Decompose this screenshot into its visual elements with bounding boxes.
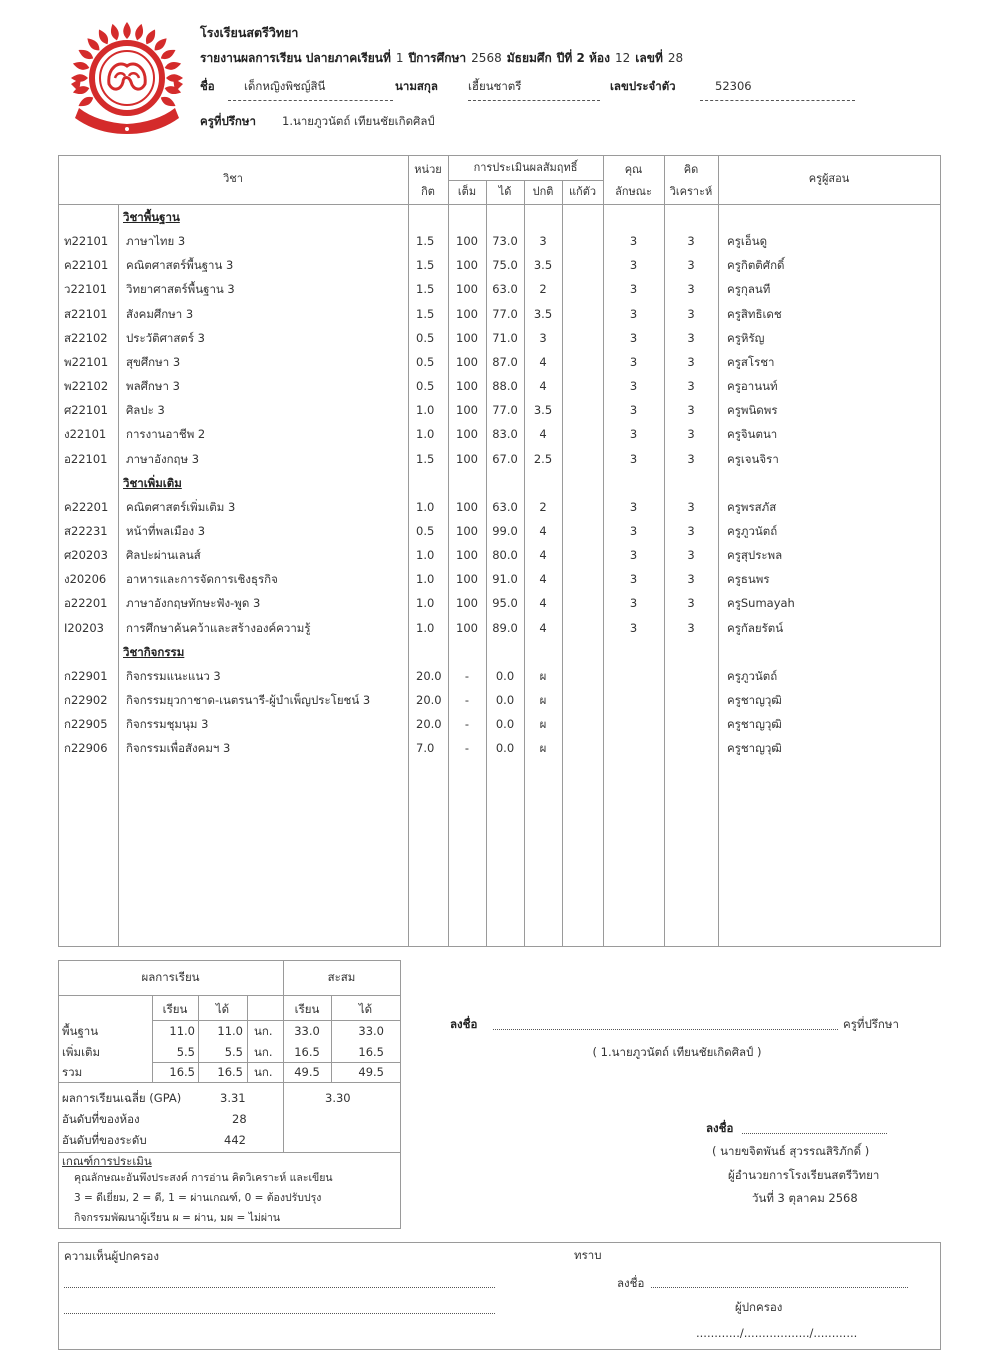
full-score: 100 [456, 403, 478, 418]
full-score: 100 [456, 548, 478, 563]
surname-label: นามสกุล [395, 79, 438, 93]
credit-value: 1.5 [416, 258, 435, 273]
teacher-name: ครูเอ็นดู [727, 234, 768, 249]
trait-score: 3 [629, 548, 638, 563]
table-row [0, 567, 987, 591]
name-label: ชื่อ [200, 79, 215, 93]
table-row [0, 302, 987, 326]
analysis-score: 3 [687, 282, 695, 297]
student-id: 52306 [715, 79, 752, 93]
col-studied: เรียน [162, 1002, 188, 1016]
subject-name: กิจกรรมแนะแนว 3 [126, 668, 221, 683]
school-logo-icon [66, 18, 188, 138]
teacher-name: ครูธนพร [727, 572, 770, 587]
trait-score: 3 [629, 403, 638, 418]
summary-divider [58, 1152, 400, 1153]
director-role: ผู้อำนวยการโรงเรียนสตรีวิทยา [728, 1168, 880, 1182]
section-row [0, 471, 987, 495]
trait-score: 3 [629, 451, 638, 466]
subject-code: ส22102 [64, 330, 108, 345]
director-sign-line [742, 1133, 887, 1134]
parent-comment-line [64, 1287, 495, 1288]
teacher-name: ครูชาญวุฒิ [727, 717, 782, 732]
trait-score: 3 [629, 306, 638, 321]
summary-cum-studied: 16.5 [294, 1045, 320, 1059]
subject-code: I20203 [64, 620, 104, 635]
student-surname: เฮี้ยนชาตรี [468, 79, 522, 93]
parent-comment-line [64, 1313, 495, 1314]
subject-code: อ22101 [64, 451, 108, 466]
earned-score: 0.0 [495, 717, 515, 732]
cum-col-earned: ได้ [358, 1002, 373, 1016]
full-score: - [464, 741, 470, 756]
trait-score: 3 [629, 620, 638, 635]
earned-score: 0.0 [495, 741, 515, 756]
issue-date: วันที่ 3 ตุลาคม 2568 [752, 1191, 858, 1205]
table-row [0, 229, 987, 253]
earned-score: 83.0 [492, 427, 518, 442]
analysis-score: 3 [687, 403, 695, 418]
summary-earned: 5.5 [224, 1045, 243, 1059]
analysis-score: 3 [687, 451, 695, 466]
criteria-line: คุณลักษณะอันพึงประสงค์ การอ่าน คิดวิเคราะห์ และเขียน [74, 1172, 333, 1184]
subject-code: ศ20203 [64, 548, 108, 563]
summary-title: ผลการเรียน [141, 970, 200, 984]
header-trait-line2: ลักษณะ [615, 185, 652, 198]
grade-label: ปีที่ 2 ห้อง [556, 51, 610, 65]
grade-normal: 4 [539, 354, 547, 369]
advisor-name: 1.นายภูวนัตถ์ เทียนชัยเกิดศิลป์ [282, 114, 435, 128]
grade-normal: 3 [539, 330, 547, 345]
summary-cum-earned: 49.5 [358, 1065, 384, 1079]
grade-normal: 4 [539, 572, 547, 587]
analysis-score: 3 [687, 306, 695, 321]
earned-score: 73.0 [492, 234, 518, 249]
parent-date-blank: ............/................../............ [696, 1326, 858, 1340]
grade-normal: ผ [539, 668, 547, 683]
header-teacher: ครูผู้สอน [808, 172, 850, 185]
subject-code: ศ22101 [64, 403, 108, 418]
advisor-label: ครูที่ปรึกษา [200, 114, 256, 128]
subject-code: ง22101 [64, 427, 107, 442]
trait-score: 3 [629, 523, 638, 538]
table-row [0, 543, 987, 567]
level-label: มัธยมศึก [506, 51, 552, 65]
table-row [0, 350, 987, 374]
grade-normal: 4 [539, 620, 547, 635]
full-score: 100 [456, 282, 478, 297]
grade-normal: 4 [539, 523, 547, 538]
advisor-sign-label: ลงชื่อ [450, 1017, 478, 1031]
subject-name: อาหารและการจัดการเชิงธุรกิจ [126, 572, 278, 587]
cumulative-gpa-value: 3.30 [325, 1091, 351, 1105]
analysis-score: 3 [687, 354, 695, 369]
summary-cum-earned: 16.5 [358, 1045, 384, 1059]
table-row [0, 447, 987, 471]
earned-score: 0.0 [495, 693, 515, 707]
subject-name: ศิลปะ 3 [126, 403, 165, 418]
credit-value: 0.5 [416, 523, 435, 538]
class-rank-label: อันดับที่ของห้อง [62, 1112, 140, 1126]
subject-name: กิจกรรมชุมนุม 3 [126, 717, 209, 732]
section-title: วิชาพื้นฐาน [123, 210, 180, 224]
analysis-score: 3 [687, 258, 695, 273]
section-title: วิชาเพิ่มเติม [123, 475, 182, 490]
table-row [0, 374, 987, 398]
year-value: 2568 [471, 51, 502, 65]
section-title: วิชากิจกรรม [123, 644, 185, 659]
header-subject: วิชา [223, 172, 243, 185]
subject-code: ส22231 [64, 523, 108, 538]
summary-unit: นก. [254, 1065, 273, 1079]
trait-score: 3 [629, 354, 638, 369]
grade-normal: 4 [539, 379, 547, 394]
class-rank-value: 28 [232, 1112, 247, 1126]
earned-score: 0.0 [495, 668, 515, 683]
credit-value: 7.0 [416, 741, 435, 756]
credit-value: 1.0 [416, 620, 435, 635]
header-full: เต็ม [457, 185, 477, 198]
subject-code: ก22902 [64, 693, 108, 707]
surname-underline [468, 100, 600, 101]
header-assessment: การประเมินผลสัมฤทธิ์ [473, 161, 578, 174]
student-id-label: เลขประจำตัว [610, 79, 676, 93]
summary-row-label: พื้นฐาน [62, 1024, 99, 1038]
analysis-score: 3 [687, 548, 695, 563]
subject-name: สุขศึกษา 3 [126, 354, 181, 369]
credit-value: 1.0 [416, 548, 435, 563]
table-row [0, 422, 987, 446]
grade-normal: 3.5 [533, 403, 553, 418]
table-row [0, 664, 987, 688]
credit-value: 1.0 [416, 572, 435, 587]
credit-value: 0.5 [416, 354, 435, 369]
analysis-score: 3 [687, 620, 695, 635]
number-label: เลขที่ [635, 51, 663, 65]
full-score: 100 [456, 427, 478, 442]
subject-name: ศิลปะผ่านเลนส์ [126, 548, 201, 563]
subject-code: ก22906 [64, 741, 108, 756]
header-normal: ปกติ [532, 185, 554, 198]
subject-name: ภาษาไทย 3 [126, 234, 186, 249]
trait-score: 3 [629, 427, 638, 442]
teacher-name: ครูหิรัญ [727, 330, 765, 345]
full-score: - [464, 717, 470, 732]
col-earned: ได้ [215, 1002, 230, 1016]
cumulative-title: สะสม [327, 970, 356, 984]
credit-value: 1.5 [416, 306, 435, 321]
analysis-score: 3 [687, 572, 695, 587]
grade-normal: 2 [539, 499, 547, 514]
earned-score: 63.0 [492, 499, 518, 514]
header-analysis-line2: วิเคราะห์ [669, 185, 713, 198]
summary-studied: 5.5 [176, 1045, 195, 1059]
teacher-name: ครูพนิดพร [727, 403, 778, 418]
cum-col-studied: เรียน [294, 1002, 320, 1016]
grade-normal: 3.5 [533, 306, 553, 321]
teacher-name: ครูพรสภัส [727, 499, 777, 514]
director-name: ( นายขจิตพันธ์ สุวรรณสิริภักดิ์ ) [712, 1144, 870, 1158]
advisor-sign-line [493, 1029, 838, 1030]
table-row [0, 277, 987, 301]
subject-code: ส22101 [64, 306, 108, 321]
subject-name: กิจกรรมเพื่อสังคมฯ 3 [126, 741, 231, 756]
subject-name: ภาษาอังกฤษทักษะฟัง-พูด 3 [126, 596, 261, 611]
subject-name: การงานอาชีพ 2 [126, 427, 206, 442]
analysis-score: 3 [687, 234, 695, 249]
subject-code: ว22101 [64, 282, 108, 297]
subject-code: อ22201 [64, 596, 108, 611]
summary-divider [152, 1062, 400, 1063]
teacher-name: ครูจินตนา [727, 427, 778, 442]
subject-name: วิทยาศาสตร์พื้นฐาน 3 [126, 282, 235, 297]
advisor-signature-name: ( 1.นายภูวนัตถ์ เทียนชัยเกิดศิลป์ ) [592, 1045, 762, 1059]
parent-comment-label: ความเห็นผู้ปกครอง [64, 1249, 159, 1263]
id-underline [700, 100, 855, 101]
header-trait-line1: คุณ [624, 163, 643, 176]
credit-value: 1.0 [416, 427, 435, 442]
credit-value: 1.0 [416, 499, 435, 514]
teacher-name: ครูสิทธิเดช [727, 306, 782, 321]
grade-normal: 3 [539, 234, 547, 249]
teacher-name: ครูชาญวุฒิ [727, 693, 782, 707]
teacher-name: ครูSumayah [727, 596, 795, 611]
gpa-label: ผลการเรียนเฉลี่ย (GPA) [62, 1091, 182, 1105]
trait-score: 3 [629, 379, 638, 394]
room-value: 12 [615, 51, 631, 65]
trait-score: 3 [629, 572, 638, 587]
trait-score: 3 [629, 596, 638, 611]
number-value: 28 [667, 51, 684, 65]
summary-earned: 16.5 [217, 1065, 243, 1079]
credit-value: 1.0 [416, 403, 435, 418]
table-row [0, 616, 987, 640]
summary-row-label: เพิ่มเติม [62, 1045, 101, 1059]
subject-code: ก22905 [64, 717, 108, 732]
credit-value: 1.5 [416, 451, 435, 466]
earned-score: 63.0 [492, 282, 518, 297]
table-row [0, 398, 987, 422]
table-row [0, 495, 987, 519]
grade-normal: 4 [539, 548, 547, 563]
subject-name: พลศึกษา 3 [126, 379, 180, 394]
trait-score: 3 [629, 330, 638, 345]
summary-divider [247, 995, 248, 1082]
full-score: 100 [456, 258, 478, 273]
grade-normal: ผ [539, 693, 547, 707]
summary-cum-studied: 33.0 [294, 1024, 320, 1038]
summary-earned: 11.0 [217, 1024, 243, 1038]
earned-score: 67.0 [492, 451, 518, 466]
teacher-name: ครูชาญวุฒิ [727, 741, 782, 756]
summary-divider [58, 995, 400, 996]
grade-normal: ผ [539, 741, 547, 756]
grade-normal: 4 [539, 427, 547, 442]
subject-code: พ22102 [64, 379, 109, 394]
header-retake: แก้ตัว [568, 185, 597, 198]
subject-name: คณิตศาสตร์พื้นฐาน 3 [126, 258, 234, 273]
credit-value: 1.0 [416, 596, 435, 611]
grade-normal: 2 [539, 282, 547, 297]
table-row [0, 519, 987, 543]
earned-score: 95.0 [492, 596, 518, 611]
report-title: รายงานผลการเรียน ปลายภาคเรียนที่ [200, 51, 391, 65]
earned-score: 91.0 [492, 572, 518, 587]
parent-role: ผู้ปกครอง [735, 1300, 783, 1314]
full-score: 100 [456, 451, 478, 466]
credit-value: 0.5 [416, 379, 435, 394]
analysis-score: 3 [687, 427, 695, 442]
teacher-name: ครูอานนท์ [727, 379, 778, 394]
analysis-score: 3 [687, 379, 695, 394]
section-row [0, 205, 987, 229]
grade-normal: ผ [539, 717, 547, 732]
table-row [0, 688, 987, 712]
summary-studied: 11.0 [169, 1024, 195, 1038]
full-score: 100 [456, 306, 478, 321]
table-row [0, 712, 987, 736]
report-heading [200, 50, 683, 66]
earned-score: 88.0 [492, 379, 518, 394]
subject-code: ง20206 [64, 572, 107, 587]
trait-score: 3 [629, 234, 638, 249]
full-score: 100 [456, 379, 478, 394]
credit-value: 0.5 [416, 330, 435, 345]
full-score: 100 [456, 523, 478, 538]
subject-name: คณิตศาสตร์เพิ่มเติม 3 [126, 499, 236, 514]
credit-value: 20.0 [416, 717, 442, 732]
table-row [0, 736, 987, 760]
credit-value: 20.0 [416, 668, 442, 683]
criteria-line: 3 = ดีเยี่ยม, 2 = ดี, 1 = ผ่านเกณฑ์, 0 = ต้องปรับปรุง [74, 1192, 322, 1204]
section-row [0, 640, 987, 664]
subject-name: ภาษาอังกฤษ 3 [126, 451, 200, 466]
school-name: โรงเรียนสตรีวิทยา [200, 25, 299, 40]
criteria-title: เกณฑ์การประเมิน [62, 1154, 152, 1168]
table-row [0, 326, 987, 350]
earned-score: 99.0 [492, 523, 518, 538]
summary-cum-studied: 49.5 [294, 1065, 320, 1079]
teacher-name: ครูกัลยรัตน์ [727, 620, 784, 635]
full-score: 100 [456, 596, 478, 611]
earned-score: 80.0 [492, 548, 518, 563]
full-score: 100 [456, 499, 478, 514]
header-score: ได้ [498, 185, 512, 198]
gpa-value: 3.31 [220, 1091, 246, 1105]
earned-score: 89.0 [492, 620, 518, 635]
subject-code: ท22101 [64, 234, 109, 249]
analysis-score: 3 [687, 523, 695, 538]
summary-cum-earned: 33.0 [358, 1024, 384, 1038]
full-score: 100 [456, 330, 478, 345]
credit-value: 1.5 [416, 282, 435, 297]
earned-score: 87.0 [492, 354, 518, 369]
earned-score: 77.0 [492, 306, 518, 321]
parent-sign-label: ลงชื่อ [617, 1276, 645, 1290]
director-sign-label: ลงชื่อ [706, 1121, 734, 1135]
student-name: เด็กหญิงพิชญ์สินี [244, 79, 326, 93]
full-score: 100 [456, 620, 478, 635]
header-analysis-line1: คิด [683, 163, 699, 176]
teacher-name: ครูกิตติศักดิ์ [727, 258, 785, 273]
earned-score: 75.0 [492, 258, 518, 273]
subject-code: พ22101 [64, 354, 109, 369]
teacher-name: ครูกุลนที [727, 282, 771, 297]
header-credit-line1: หน่วย [414, 163, 442, 176]
analysis-score: 3 [687, 596, 695, 611]
advisor-role: ครูที่ปรึกษา [843, 1017, 899, 1031]
teacher-name: ครูภูวนัตถ์ [727, 523, 778, 538]
analysis-score: 3 [687, 499, 695, 514]
summary-divider [152, 1020, 400, 1021]
credit-value: 20.0 [416, 693, 442, 707]
trait-score: 3 [629, 258, 638, 273]
credit-value: 1.5 [416, 234, 435, 249]
full-score: 100 [456, 354, 478, 369]
subject-name: การศึกษาค้นคว้าและสร้างองค์ความรู้ [126, 620, 311, 635]
summary-unit: นก. [254, 1024, 273, 1038]
subject-code: ก22901 [64, 668, 108, 683]
table-row [0, 591, 987, 615]
full-score: - [464, 693, 470, 707]
grade-normal: 2.5 [533, 451, 553, 466]
subject-name: กิจกรรมยุวกาชาด-เนตรนารี-ผู้บำเพ็ญประโยชน์ 3 [126, 693, 371, 707]
teacher-name: ครูเจนจิรา [727, 451, 779, 466]
criteria-line: กิจกรรมพัฒนาผู้เรียน ผ = ผ่าน, มผ = ไม่ผ่าน [74, 1212, 281, 1224]
summary-row-label: รวม [62, 1065, 83, 1079]
summary-studied: 16.5 [169, 1065, 195, 1079]
analysis-score: 3 [687, 330, 695, 345]
teacher-name: ครูสุประพล [727, 548, 783, 563]
subject-name: สังคมศึกษา 3 [126, 306, 194, 321]
trait-score: 3 [629, 499, 638, 514]
teacher-name: ครูสโรชา [727, 354, 775, 369]
acknowledge-label: ทราบ [574, 1248, 602, 1262]
summary-unit: นก. [254, 1045, 273, 1059]
teacher-name: ครูภูวนัตถ์ [727, 668, 778, 683]
summary-divider [58, 1082, 400, 1083]
name-underline [228, 100, 393, 101]
level-rank-label: อันดับที่ของระดับ [62, 1133, 147, 1147]
header-credit-line2: กิต [421, 185, 435, 198]
subject-code: ค22101 [64, 258, 109, 273]
subject-code: ค22201 [64, 499, 109, 514]
subject-name: ประวัติศาสตร์ 3 [126, 330, 205, 345]
full-score: 100 [456, 234, 478, 249]
grade-normal: 4 [539, 596, 547, 611]
subject-name: หน้าที่พลเมือง 3 [126, 523, 206, 538]
earned-score: 77.0 [492, 403, 518, 418]
earned-score: 71.0 [492, 330, 518, 345]
full-score: 100 [456, 572, 478, 587]
semester-value: 1 [395, 51, 404, 65]
assessment-header-divider [448, 180, 603, 181]
table-row [0, 253, 987, 277]
trait-score: 3 [629, 282, 638, 297]
year-label: ปีการศึกษา [408, 51, 467, 65]
level-rank-value: 442 [224, 1133, 246, 1147]
full-score: - [464, 668, 470, 683]
grade-normal: 3.5 [533, 258, 553, 273]
parent-sign-line [651, 1287, 908, 1288]
